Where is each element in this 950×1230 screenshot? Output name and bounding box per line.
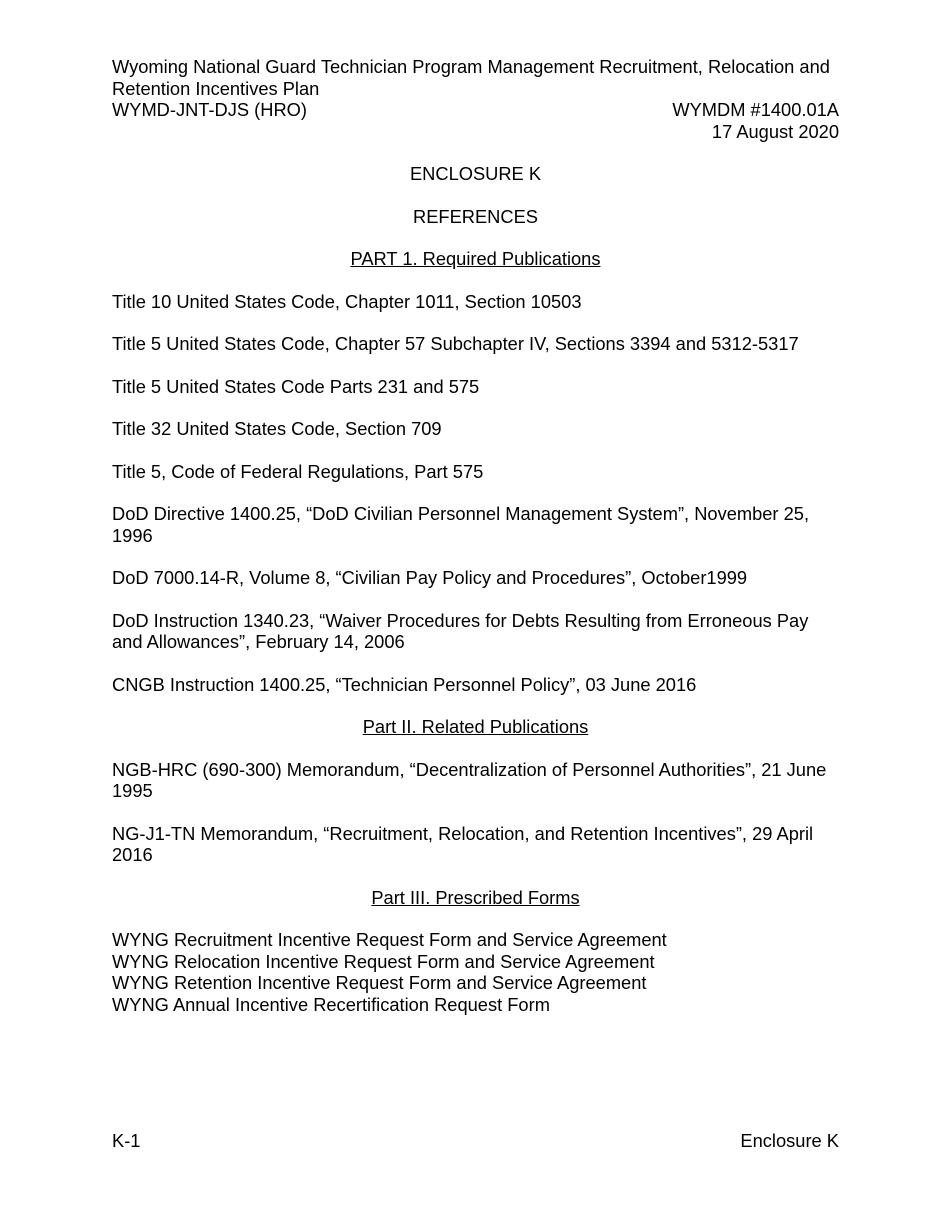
form-item: WYNG Retention Incentive Request Form and Service Agreement: [112, 972, 647, 993]
footer-label: Enclosure K: [740, 1130, 839, 1151]
reference-item: Title 10 United States Code, Chapter 1011, Section 10503: [112, 290, 582, 312]
form-item: WYNG Relocation Incentive Request Form and Service Agreement: [112, 950, 655, 972]
header-date: 17 August 2020: [711, 120, 839, 142]
reference-item: Title 32 United States Code, Section 709: [112, 418, 442, 439]
reference-item: Title 5 United States Code Parts 231 and 575: [112, 375, 480, 397]
reference-item: CNGB Instruction 1400.25, “Technician Personnel Policy”, 03 June 2016: [112, 673, 697, 695]
part1-heading: PART 1. Required Publications: [350, 248, 601, 269]
reference-item: DoD Instruction 1340.23, “Waiver Procedures for Debts Resulting from Erroneous Pay and Allowances”, February 14, 2006: [112, 609, 809, 652]
part2-heading: Part II. Related Publications: [362, 716, 589, 737]
enclosure-title: ENCLOSURE K: [409, 163, 542, 184]
header-title: Wyoming National Guard Technician Program Management Recruitment, Relocation and Retention Incentives Plan: [112, 56, 830, 99]
header-doc-number: WYMDM #1400.01A: [672, 99, 839, 120]
forms-list: [112, 929, 839, 1015]
form-item: WYNG Recruitment Incentive Request Form and Service Agreement: [112, 929, 667, 950]
reference-item: Title 5 United States Code, Chapter 57 Subchapter IV, Sections 3394 and 5312-5317: [112, 333, 799, 354]
reference-item: DoD 7000.14-R, Volume 8, “Civilian Pay Policy and Procedures”, October1999: [112, 567, 748, 588]
reference-item: NG-J1-TN Memorandum, “Recruitment, Relocation, and Retention Incentives”, 29 April 2016: [112, 822, 814, 865]
part3-heading: Part III. Prescribed Forms: [371, 886, 580, 908]
reference-item: NGB-HRC (690-300) Memorandum, “Decentralization of Personnel Authorities”, 21 June 1995: [112, 758, 827, 801]
document-page: [112, 56, 839, 1015]
form-item: WYNG Annual Incentive Recertification Request Form: [112, 993, 550, 1015]
header-row: [112, 99, 839, 121]
section-title: REFERENCES: [413, 205, 538, 227]
reference-item: DoD Directive 1400.25, “DoD Civilian Personnel Management System”, November 25, 1996: [112, 503, 810, 546]
reference-item: Title 5, Code of Federal Regulations, Part 575: [112, 460, 484, 482]
footer-page-number: K-1: [112, 1130, 141, 1151]
header-office: WYMD-JNT-DJS (HRO): [112, 99, 307, 120]
page-footer: [112, 1130, 839, 1152]
